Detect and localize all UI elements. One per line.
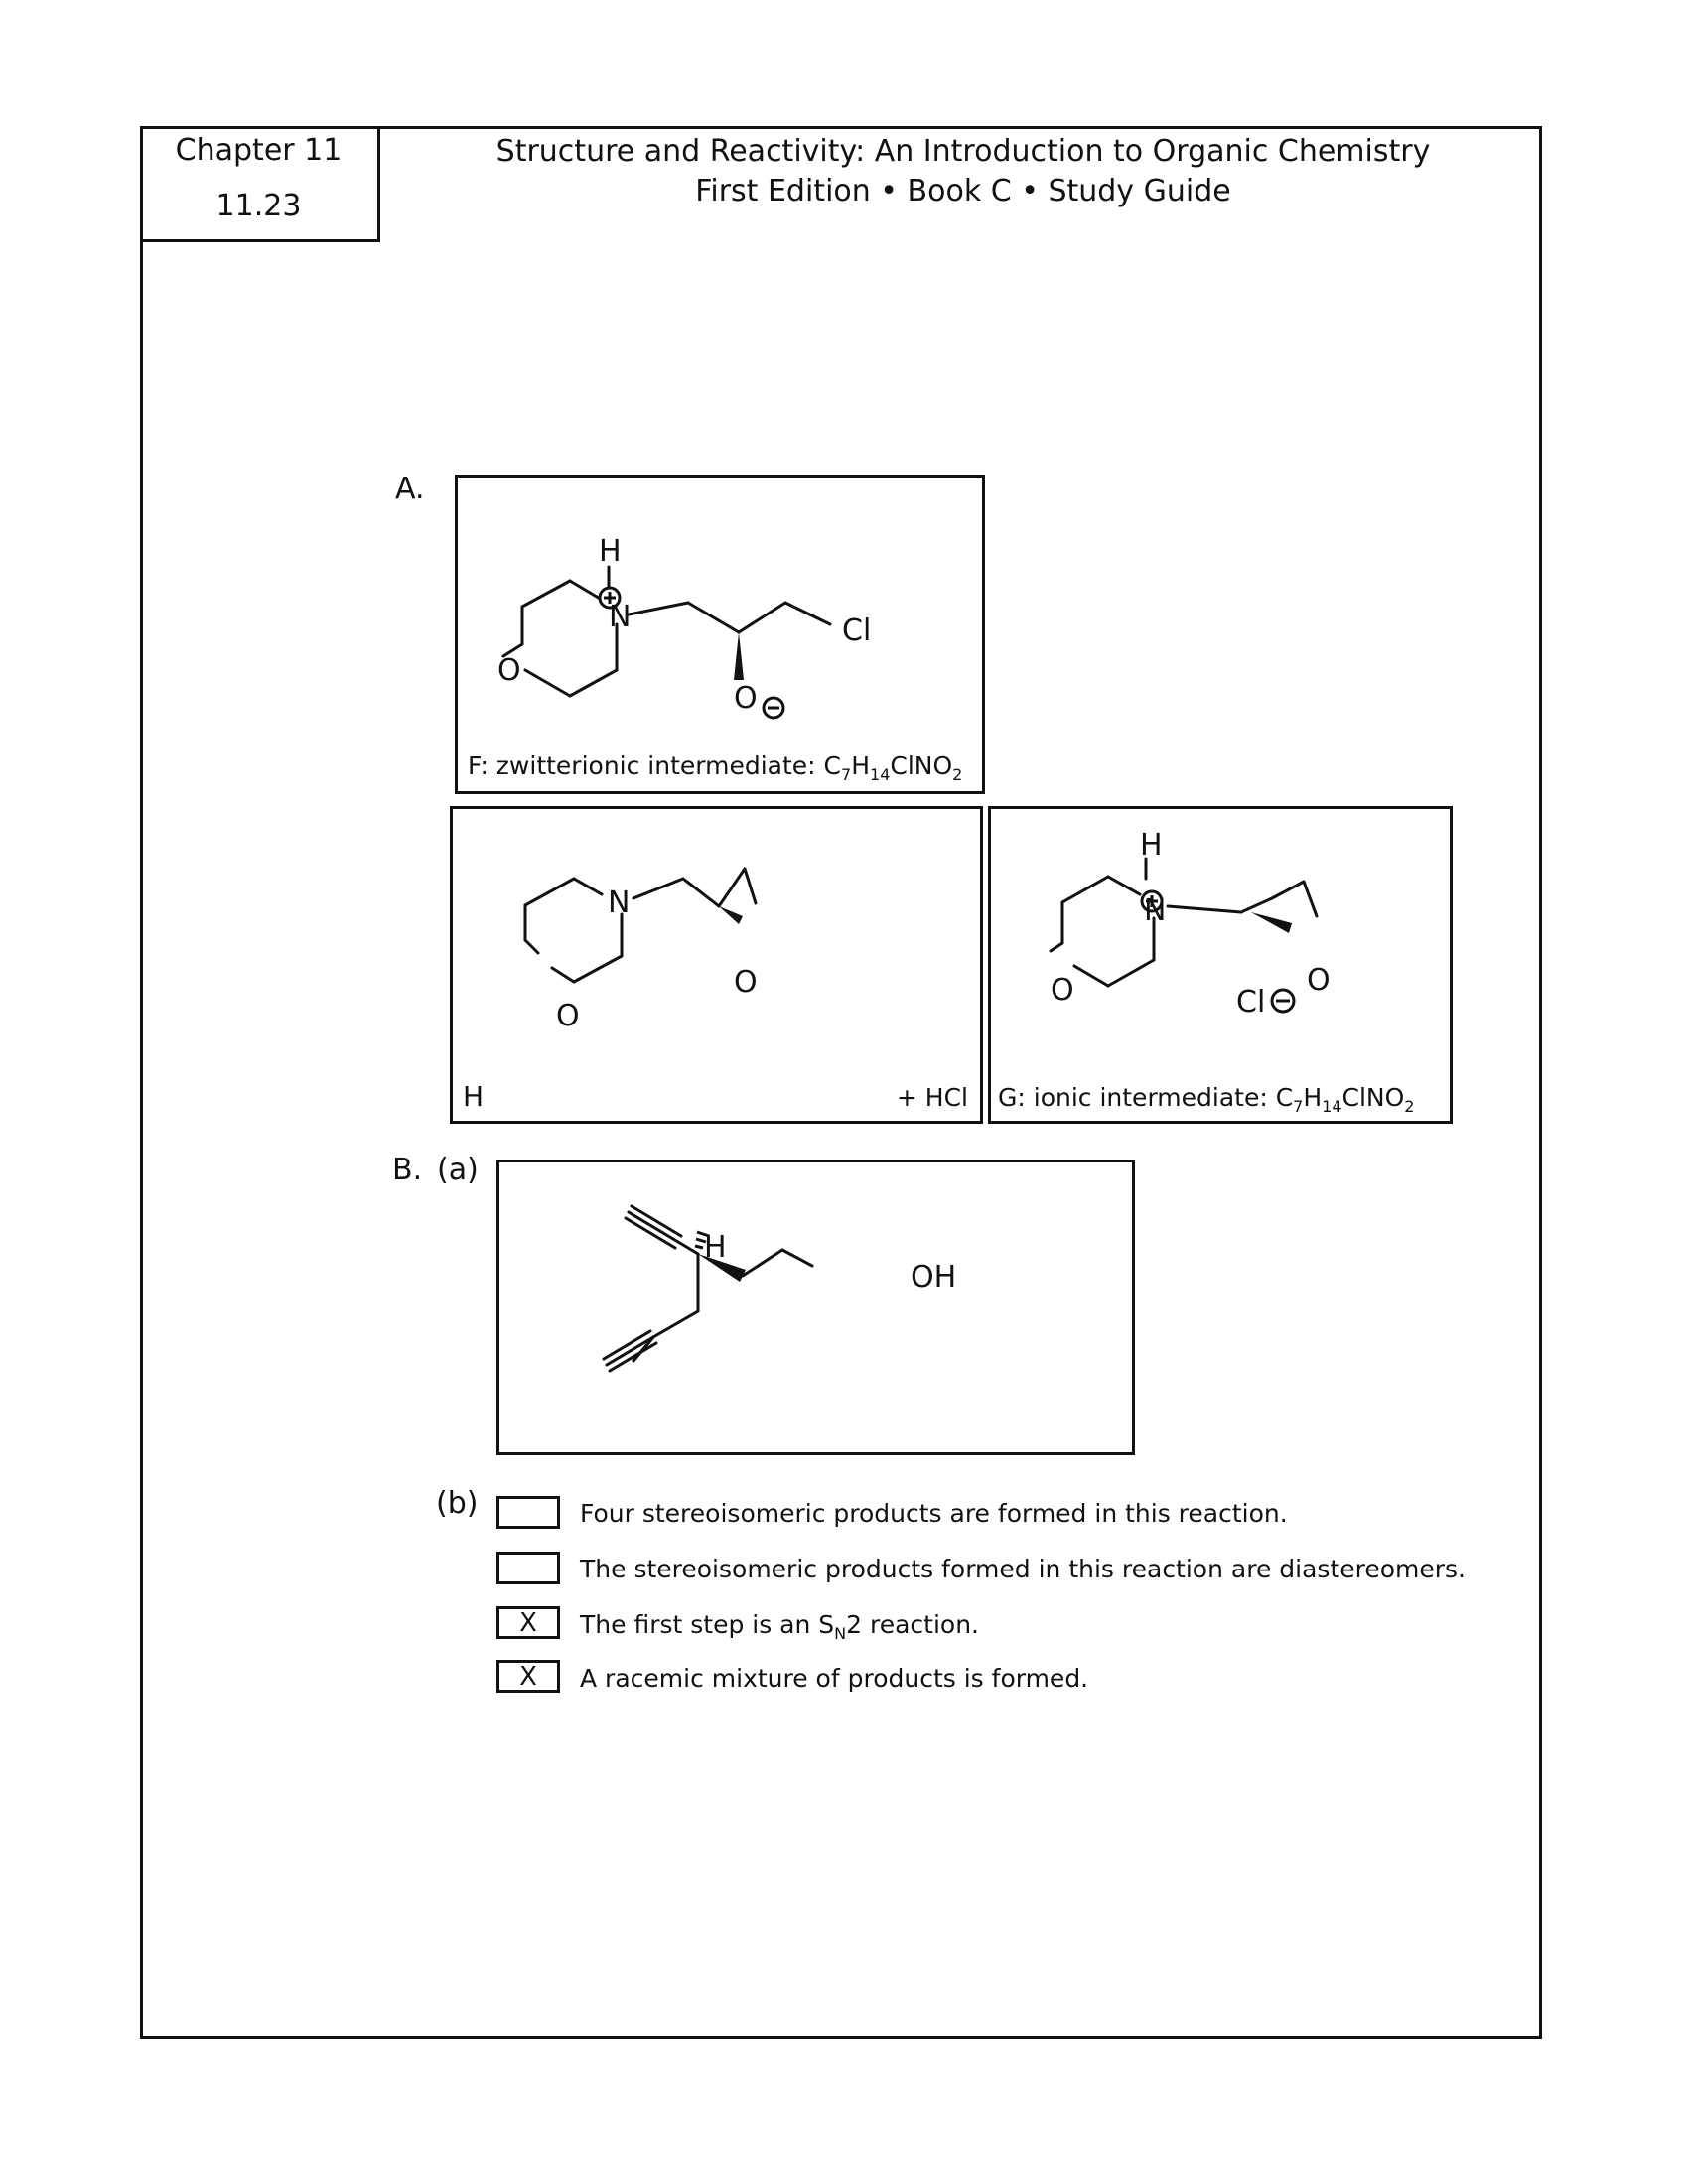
option-1-checkbox[interactable] [496,1496,560,1529]
book-subtitle: First Edition • Book C • Study Guide [695,174,1231,208]
structure-box-f [455,475,985,794]
option-3-text-pre: The first step is an S [580,1610,835,1639]
atom-o-ring: O [1051,973,1074,1008]
caption-f-text: F: zwitterionic intermediate: C [468,751,842,780]
atom-n: N [608,886,631,920]
caption-f [468,753,962,783]
atom-cl: Cl [842,614,872,648]
structure-f-drawing [458,478,982,791]
atom-h: H [599,534,622,569]
atom-o-ring: O [556,999,580,1033]
caption-g-text: G: ionic intermediate: C [998,1083,1294,1112]
problem-number: 11.23 [215,189,302,223]
atom-n: N [609,600,632,634]
structure-box-b-a [496,1160,1135,1455]
atom-o-epoxide: O [734,965,758,1000]
atom-h: H [1140,828,1163,863]
atom-h: H [704,1230,727,1265]
formula-f-sub-o: 2 [952,765,963,784]
group-oh: OH [911,1260,957,1295]
structure-box-g [988,806,1453,1124]
option-3-text [580,1612,979,1642]
formula-f-sub-h: 14 [870,765,891,784]
option-4-text: A racemic mixture of products is formed. [580,1664,1089,1693]
chapter-box [140,126,380,242]
structure-h-drawing [453,809,980,1121]
chapter-label: Chapter 11 [175,133,343,168]
formula-f-clno: ClNO [890,751,953,780]
caption-h-hcl: + HCl [896,1083,968,1112]
section-a-label: A. [395,472,425,506]
section-b-label: B. [392,1153,423,1187]
caption-h-label: H [463,1080,485,1113]
formula-g-sub-c: 7 [1293,1097,1304,1116]
formula-g-clno: ClNO [1341,1083,1405,1112]
part-a-label: (a) [437,1153,479,1187]
atom-n: N [1144,893,1167,928]
option-4-checkbox[interactable]: X [496,1660,560,1693]
atom-o-minus: O [734,681,758,716]
book-title: Structure and Reactivity: An Introduction to Organic Chemistry [495,134,1431,169]
option-2-checkbox[interactable] [496,1552,560,1584]
atom-o-ring: O [497,653,521,688]
structure-g-drawing [991,809,1450,1121]
option-3-text-post: 2 reaction. [846,1610,980,1639]
option-1-text: Four stereoisomeric products are formed in this reaction. [580,1499,1288,1528]
formula-f-h: H [851,751,871,780]
formula-g-sub-o: 2 [1404,1097,1415,1116]
structure-b-a-drawing [499,1162,1132,1452]
atom-o-epoxide: O [1307,963,1331,998]
structure-box-h [450,806,983,1124]
part-b-label: (b) [436,1486,479,1521]
option-2-text: The stereoisomeric products formed in this reaction are diastereomers. [580,1555,1467,1583]
option-3-text-sub: N [834,1624,847,1643]
option-3-checkbox[interactable]: X [496,1606,560,1639]
caption-g [998,1085,1414,1115]
formula-f-sub-c: 7 [841,765,852,784]
formula-g-h: H [1303,1083,1323,1112]
formula-g-sub-h: 14 [1322,1097,1342,1116]
atom-cl-anion: Cl [1236,985,1266,1020]
